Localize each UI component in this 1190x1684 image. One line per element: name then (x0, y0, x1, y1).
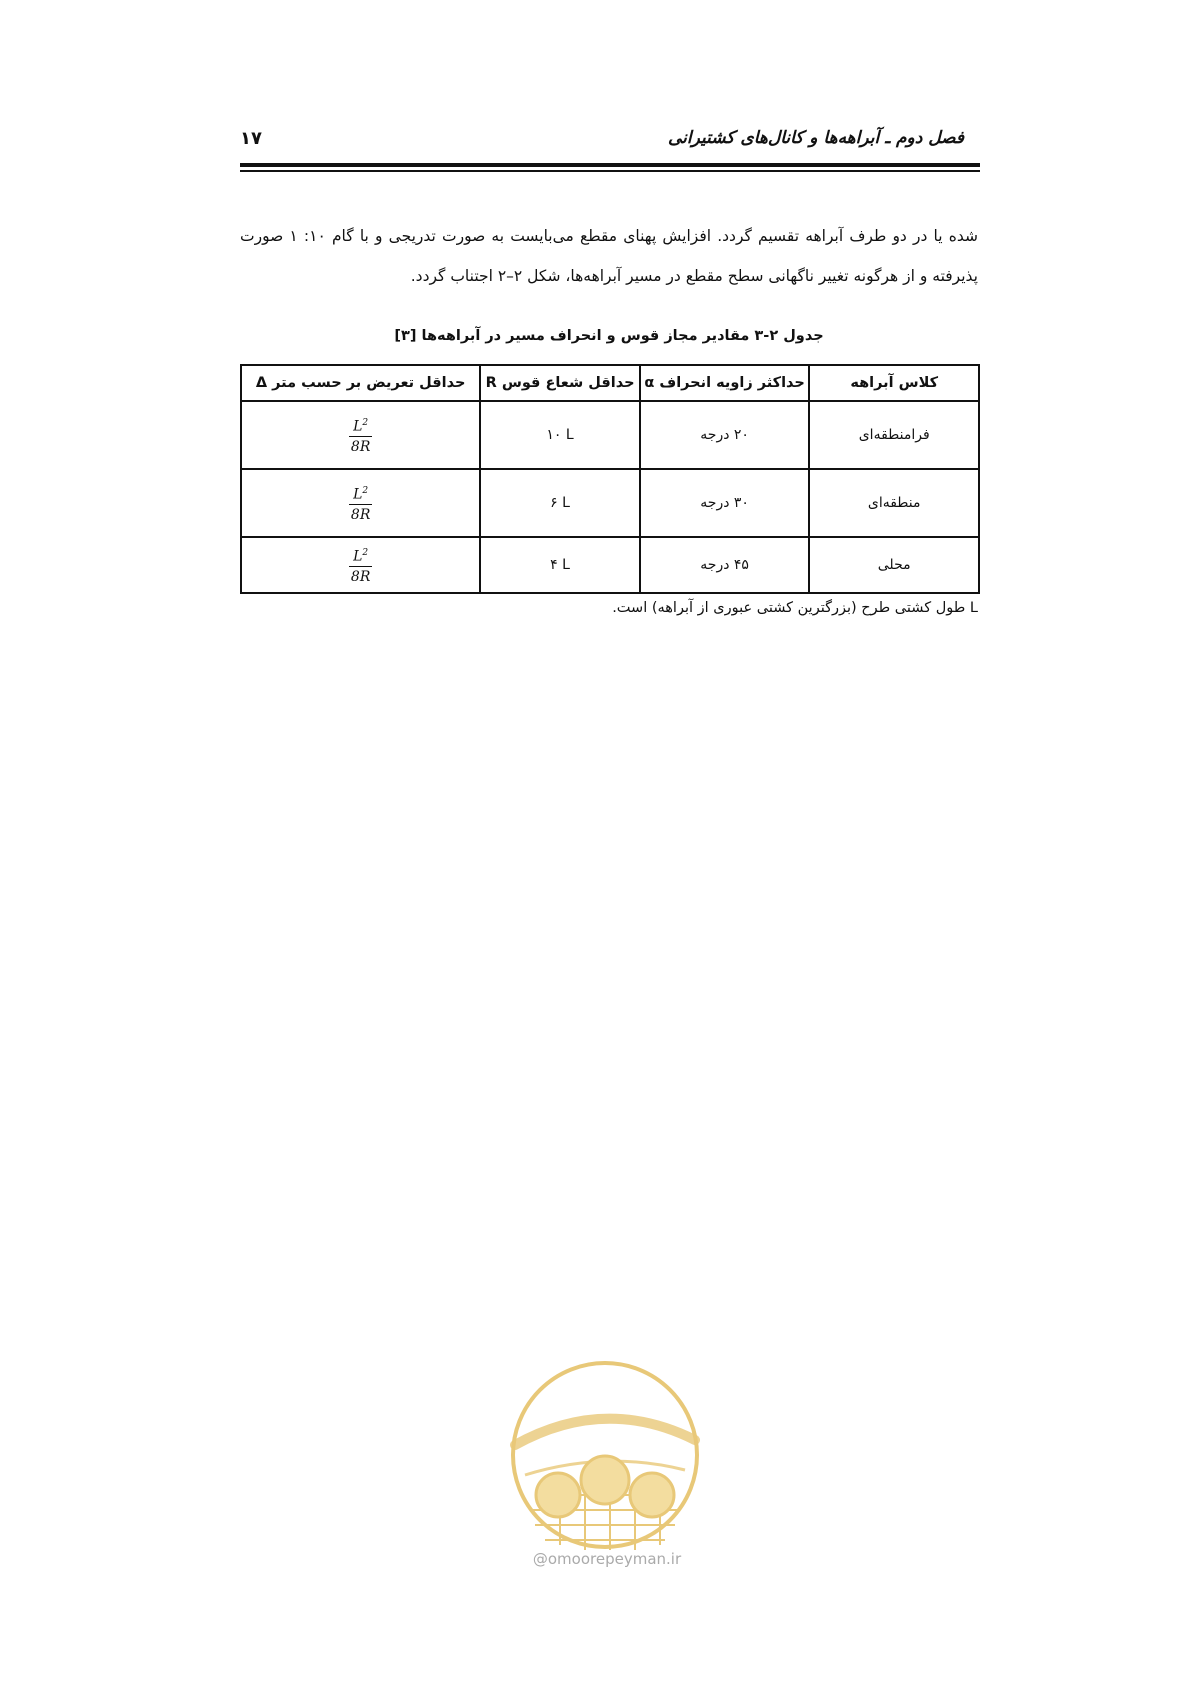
header-rule-thick (240, 163, 980, 167)
cell-width (241, 537, 480, 593)
header-class: کلاس آبراهه (809, 365, 979, 401)
cell-angle: ۲۰ درجه (640, 401, 810, 469)
header-angle: حداکثر زاویه انحراف α (640, 365, 810, 401)
cell-radius: ۶ L (480, 469, 640, 537)
cell-class: منطقه‌ای (809, 469, 979, 537)
page-number: ۱۷ (240, 128, 262, 149)
table-row (241, 537, 979, 593)
cell-radius: ۱۰ L (480, 401, 640, 469)
table-row (241, 401, 979, 469)
fraction: $\frac{L^2}{8R}$ (349, 415, 372, 455)
watermark-logo-icon (490, 1355, 720, 1565)
fraction: $\frac{L^2}{8R}$ (349, 483, 372, 523)
header-rule-thin (240, 170, 980, 172)
cell-width (241, 469, 480, 537)
fraction: $\frac{L^2}{8R}$ (349, 545, 372, 585)
table-row (241, 469, 979, 537)
cell-angle: ۴۵ درجه (640, 537, 810, 593)
body-paragraph: شده یا در دو طرف آبراهه تقسیم گردد. افزایش پهنای مقطع می‌بایست به صورت تدریجی و با گام ۱۰: ۱ صورت پذیرفته و از هرگونه تغییر ناگهانی سطح مقطع در مسیر آبراهه‌ها، شکل ۲–۲ اجتناب گردد. (240, 227, 978, 285)
header-radius: حداقل شعاع قوس R (480, 365, 640, 401)
header-title: فصل دوم ـ آبراهه‌ها و کانال‌های کشتیرانی (667, 128, 964, 148)
cell-width (241, 401, 480, 469)
table-caption: جدول ۲-۳ مقادیر مجاز قوس و انحراف مسیر در آبراهه‌ها [۳] (394, 328, 824, 344)
canal-parameters-table (240, 364, 980, 594)
cell-class: فرامنطقه‌ای (809, 401, 979, 469)
watermark-website: @omoorepeyman.ir (532, 1550, 682, 1568)
table-note: L طول کشتی طرح (بزرگترین کشتی عبوری از آبراهه) است. (612, 600, 978, 616)
cell-angle: ۳۰ درجه (640, 469, 810, 537)
cell-radius: ۴ L (480, 537, 640, 593)
header-width: حداقل تعریض بر حسب متر Δ (241, 365, 480, 401)
cell-class: محلی (809, 537, 979, 593)
table-header-row (241, 365, 979, 401)
